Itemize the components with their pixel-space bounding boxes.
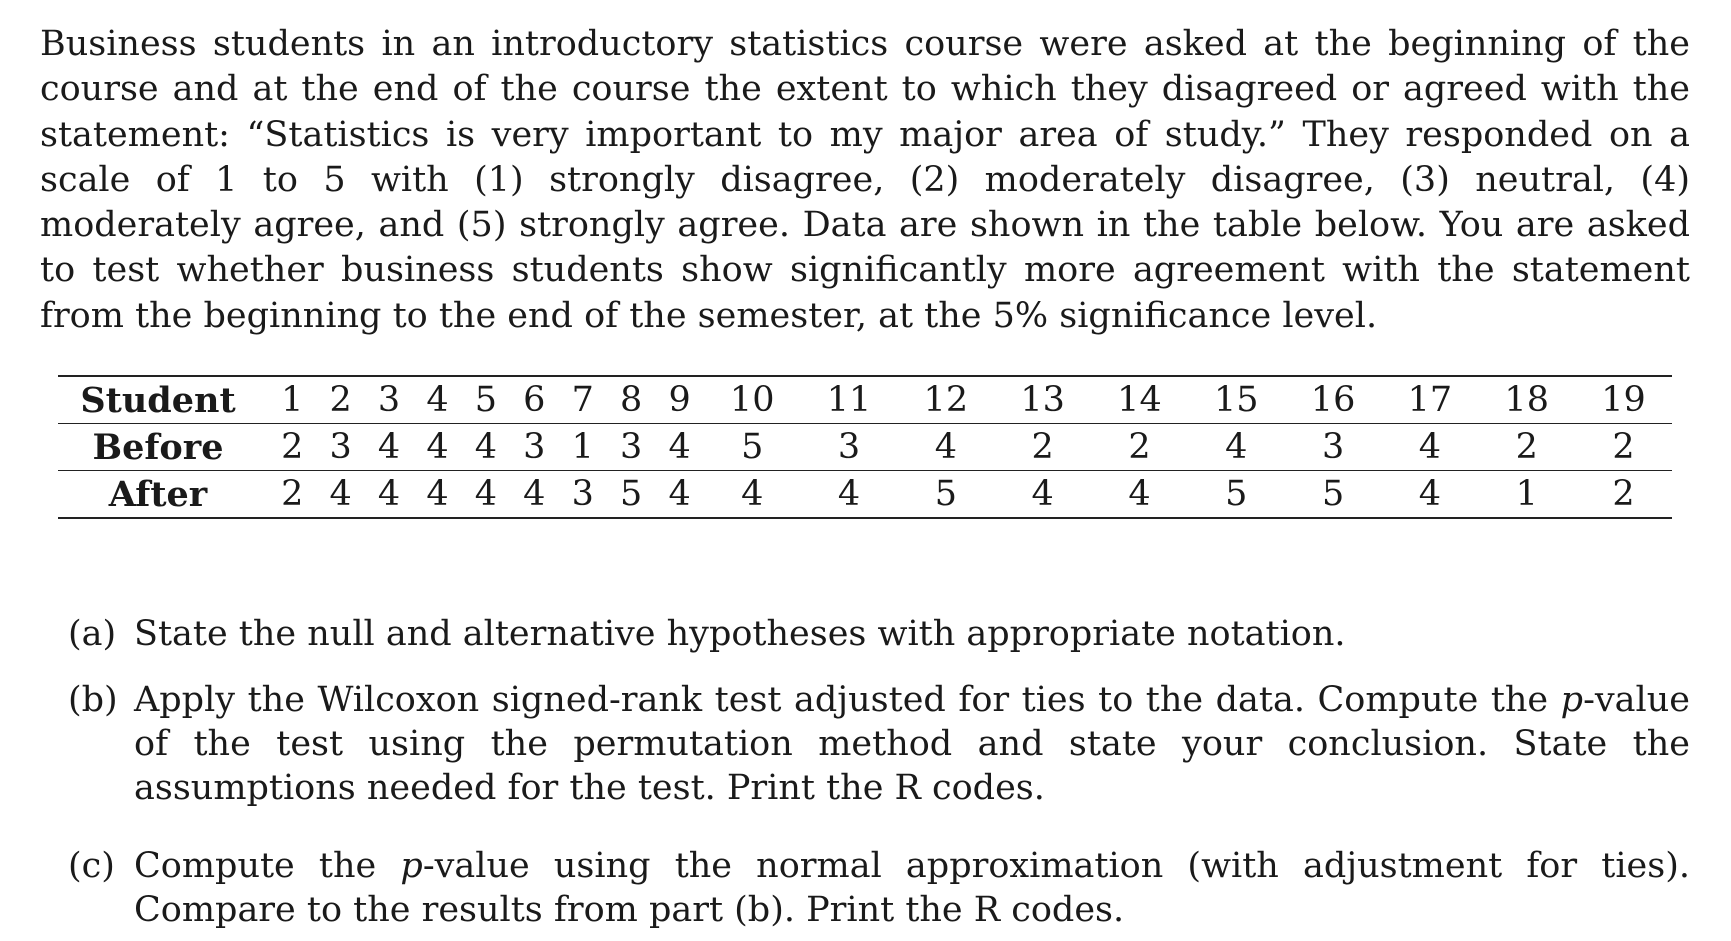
row-header: Student <box>58 376 268 424</box>
question-a-text: State the null and alternative hypotheses with appropriate notation. <box>134 614 1346 654</box>
table-cell: 4 <box>462 424 510 471</box>
question-c-text-start: Compute the <box>134 846 401 886</box>
table-cell: 5 <box>897 471 994 519</box>
table-cell: 4 <box>1381 424 1478 471</box>
table-row-student <box>58 376 1672 424</box>
table-cell: 4 <box>655 424 703 471</box>
table-cell: 5 <box>704 424 801 471</box>
table-cell: 4 <box>413 376 461 424</box>
table-cell: 4 <box>704 471 801 519</box>
table-cell: 4 <box>365 424 413 471</box>
table-cell: 1 <box>1478 471 1575 519</box>
table-cell: 2 <box>994 424 1091 471</box>
question-b-label: (b) <box>68 680 118 720</box>
table-cell: 1 <box>559 424 607 471</box>
question-a <box>68 612 1690 656</box>
question-b <box>68 678 1690 810</box>
row-header: Before <box>58 424 268 471</box>
table-cell: 3 <box>559 471 607 519</box>
table-cell: 2 <box>1575 424 1672 471</box>
table-cell: 2 <box>268 424 316 471</box>
table-cell: 3 <box>365 376 413 424</box>
table-cell: 2 <box>316 376 364 424</box>
question-list <box>68 612 1690 932</box>
table-cell: 4 <box>1091 471 1188 519</box>
table-cell: 4 <box>413 424 461 471</box>
table-row-before <box>58 424 1672 471</box>
table-cell: 5 <box>607 471 655 519</box>
table-cell: 4 <box>1381 471 1478 519</box>
question-b-p-symbol: p <box>1560 680 1584 720</box>
table-cell: 4 <box>462 471 510 519</box>
table-cell: 4 <box>413 471 461 519</box>
table-cell: 5 <box>1285 471 1382 519</box>
table-cell: 18 <box>1478 376 1575 424</box>
data-table <box>58 375 1672 519</box>
table-cell: 3 <box>607 424 655 471</box>
table-cell: 4 <box>510 471 558 519</box>
table-cell: 4 <box>801 471 898 519</box>
table-cell: 11 <box>801 376 898 424</box>
table-row-after <box>58 471 1672 519</box>
table-cell: 4 <box>994 471 1091 519</box>
table-cell: 4 <box>897 424 994 471</box>
table-cell: 4 <box>365 471 413 519</box>
question-a-label: (a) <box>68 614 117 654</box>
table-cell: 19 <box>1575 376 1672 424</box>
table-cell: 6 <box>510 376 558 424</box>
table-cell: 2 <box>1478 424 1575 471</box>
table-cell: 8 <box>607 376 655 424</box>
row-header: After <box>58 471 268 519</box>
table-cell: 5 <box>462 376 510 424</box>
question-c-p-symbol: p <box>400 846 423 886</box>
question-b-text-start: Apply the Wilcoxon signed-rank test adjusted for ties to the data. Compute the <box>134 680 1561 720</box>
table-cell: 7 <box>559 376 607 424</box>
table-cell: 16 <box>1285 376 1382 424</box>
table-cell: 1 <box>268 376 316 424</box>
table-cell: 10 <box>704 376 801 424</box>
table-cell: 4 <box>655 471 703 519</box>
question-c <box>68 844 1690 932</box>
table-cell: 3 <box>1285 424 1382 471</box>
table-cell: 3 <box>510 424 558 471</box>
table-cell: 2 <box>1575 471 1672 519</box>
question-c-text-end: -value using the normal approximation (with adjustment for ties). Compare to the results from part (b). Print the R codes. <box>134 846 1690 930</box>
question-b-text-end: -value of the test using the permutation method and state your conclusion. State the assumptions needed for the test. Print the R codes. <box>134 680 1690 808</box>
problem-statement: Business students in an introductory statistics course were asked at the beginning of the course and at the end of the course the extent to which they disagreed or agreed with the statement: “Statistics is very important to my major area of study.” They responded on a scale of 1 to 5 with (1) strongly disagree, (2) moderately disagree, (3) neutral, (4) moderately agree, and (5) strongly agree. Data are shown in the table below. You are asked to test whether business students show significantly more agreement with the statement from the beginning to the end of the semester, at the 5% significance level. <box>40 24 1690 336</box>
table-cell: 4 <box>316 471 364 519</box>
table-cell: 3 <box>316 424 364 471</box>
table-cell: 14 <box>1091 376 1188 424</box>
table-cell: 2 <box>1091 424 1188 471</box>
table-cell: 3 <box>801 424 898 471</box>
table-cell: 17 <box>1381 376 1478 424</box>
question-c-label: (c) <box>68 846 115 886</box>
table-cell: 13 <box>994 376 1091 424</box>
table-cell: 4 <box>1188 424 1285 471</box>
table-cell: 5 <box>1188 471 1285 519</box>
table-cell: 15 <box>1188 376 1285 424</box>
table-cell: 9 <box>655 376 703 424</box>
table-cell: 12 <box>897 376 994 424</box>
table-cell: 2 <box>268 471 316 519</box>
